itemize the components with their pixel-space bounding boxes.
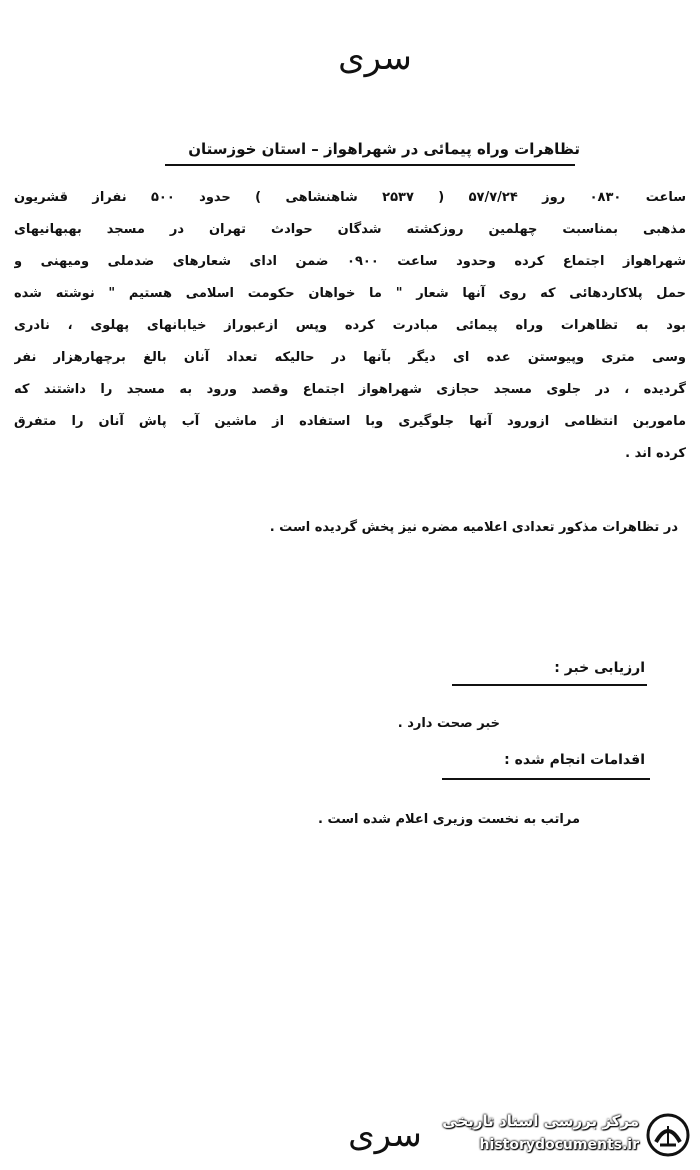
title-underline bbox=[165, 164, 575, 166]
body-line: ساعت ۰۸۳۰ روز ۵۷/۷/۲۴ ( ۲۵۳۷ شاهنشاهی ) حدود ۵۰۰ نفراز قشریون bbox=[14, 190, 686, 205]
body-line: وسی متری وپیوستن عده ای دیگر بآنها در حالیکه تعداد آنان بالغ برچهارهزار نفر bbox=[14, 350, 686, 365]
body-line: شهراهواز اجتماع کرده وحدود ساعت ۰۹۰۰ ضمن ادای شعارهای ضدملی ومیهنی و bbox=[14, 254, 686, 269]
watermark-url[interactable]: historydocuments.ir bbox=[479, 1137, 639, 1153]
report-body bbox=[14, 182, 686, 470]
evaluation-label: ارزیابی خبر : bbox=[554, 660, 645, 676]
classification-stamp-bottom: سری bbox=[348, 1115, 422, 1155]
body-line: گردیده ، در جلوی مسجد حجازی شهراهواز اجتماع وقصد ورود به مسجد را داشتند که bbox=[14, 382, 686, 397]
actions-value: مراتب به نخست وزیری اعلام شده است . bbox=[317, 812, 580, 827]
body-line: کرده اند . bbox=[625, 446, 686, 461]
classification-stamp-top: سری bbox=[338, 38, 412, 78]
closing-line: در تظاهرات مذکور تعدادی اعلامیه مضره نیز پخش گردیده است . bbox=[269, 520, 678, 535]
archive-watermark bbox=[440, 1108, 695, 1164]
body-line: حمل پلاکاردهائی که روی آنها شعار " ما خواهان حکومت اسلامی هستیم " نوشته شده bbox=[14, 286, 686, 301]
body-line: ماموربن انتظامی ازورود آنها جلوگیری وبا استفاده از ماشین آب پاش آنان را متفرق bbox=[14, 414, 686, 429]
evaluation-underline bbox=[452, 684, 647, 686]
document-title: تظاهرات وراه پیمائی در شهراهواز – استان خوزستان bbox=[188, 140, 580, 158]
body-line: بود به تظاهرات وراه پیمائی مبادرت کرده وپس ازعبوراز خیابانهای پهلوی ، نادری bbox=[14, 318, 686, 333]
body-line: مذهبی بمناسبت چهلمین روزکشته شدگان حوادث تهران در مسجد بهبهانیهای bbox=[14, 222, 686, 237]
actions-underline bbox=[442, 778, 650, 780]
archive-logo-icon bbox=[645, 1112, 691, 1158]
actions-label: اقدامات انجام شده : bbox=[504, 752, 645, 768]
watermark-name: مرکز بررسی اسناد تاریخی bbox=[442, 1112, 639, 1130]
evaluation-value: خبر صحت دارد . bbox=[397, 716, 500, 731]
